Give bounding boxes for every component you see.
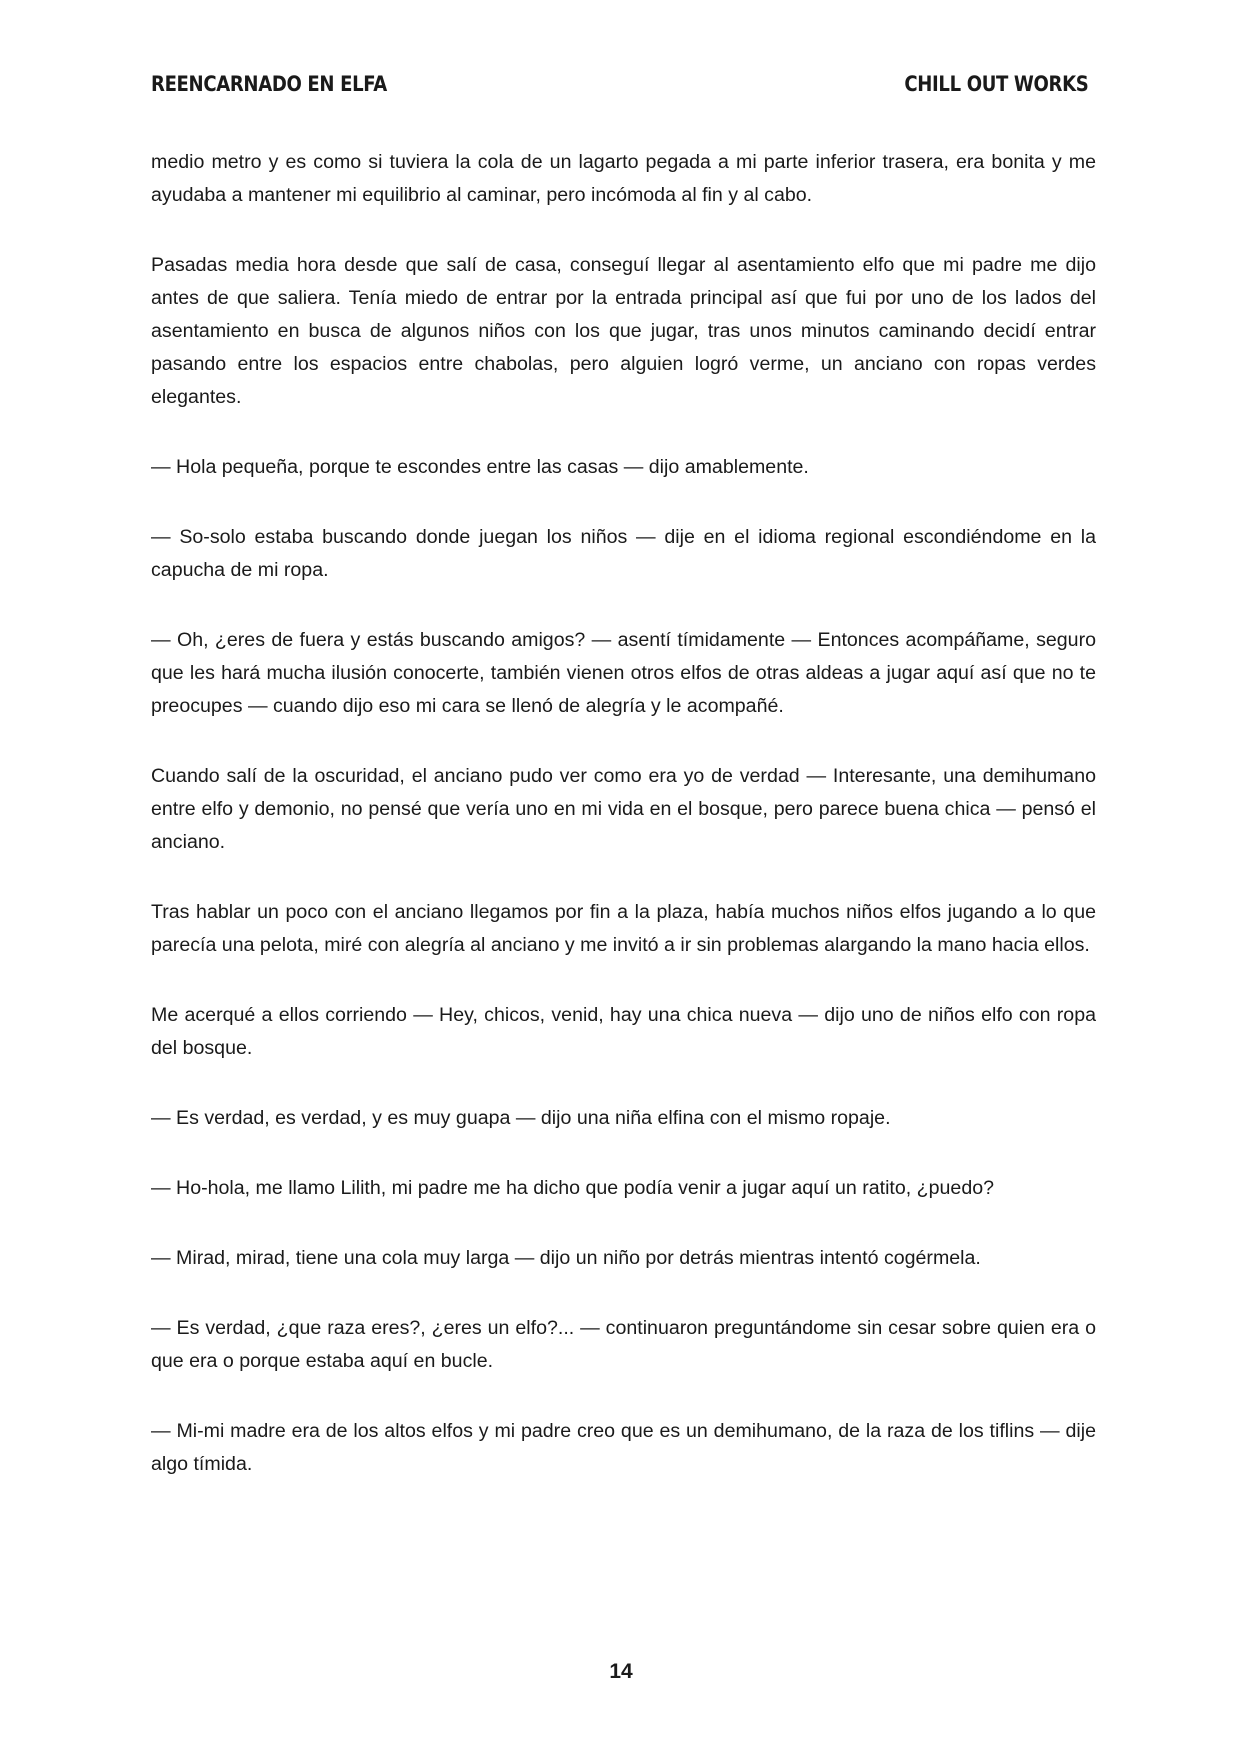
paragraph: Me acerqué a ellos corriendo — Hey, chicos, venid, hay una chica nueva — dijo uno de niños elfo con ropa del bosque. bbox=[151, 1004, 1096, 1059]
paragraph: Pasadas media hora desde que salí de casa, conseguí llegar al asentamiento elfo que mi padre me dijo antes de que saliera. Tenía miedo de entrar por la entrada principal así que fui por uno de los lados del asentamiento en busca de algunos niños con los que jugar, tras unos minutos caminando decidí entrar pasando entre los espacios entre chabolas, pero alguien logró verme, un anciano con ropas verdes elegantes. bbox=[151, 254, 1096, 408]
body-text bbox=[151, 146, 1096, 1518]
paragraph: — Ho-hola, me llamo Lilith, mi padre me ha dicho que podía venir a jugar aquí un ratito, ¿puedo? bbox=[151, 1177, 995, 1199]
paragraph: — Es verdad, es verdad, y es muy guapa — dijo una niña elfina con el mismo ropaje. bbox=[151, 1107, 891, 1129]
page-header bbox=[151, 72, 1088, 108]
publisher-name: CHILL OUT WORKS bbox=[904, 72, 1089, 96]
paragraph: — Oh, ¿eres de fuera y estás buscando amigos? — asentí tímidamente — Entonces acompáñame, seguro que les hará mucha ilusión conocerte, también vienen otros elfos de otras aldeas a jugar aquí así que no te preocupes — cuando dijo eso mi cara se llenó de alegría y le acompañé. bbox=[151, 629, 1096, 717]
paragraph: Cuando salí de la oscuridad, el anciano pudo ver como era yo de verdad — Interesante, una demihumano entre elfo y demonio, no pensé que vería uno en mi vida en el bosque, pero parece buena chica — pensó el anciano. bbox=[151, 765, 1096, 853]
paragraph: Tras hablar un poco con el anciano llegamos por fin a la plaza, había muchos niños elfos jugando a lo que parecía una pelota, miré con alegría al anciano y me invitó a ir sin problemas alargando la mano hacia ellos. bbox=[151, 901, 1096, 956]
paragraph: medio metro y es como si tuviera la cola de un lagarto pegada a mi parte inferior trasera, era bonita y me ayudaba a mantener mi equilibrio al caminar, pero incómoda al fin y al cabo. bbox=[151, 151, 1096, 206]
page-number: 14 bbox=[609, 1660, 633, 1683]
paragraph: — Hola pequeña, porque te escondes entre las casas — dijo amablemente. bbox=[151, 456, 809, 478]
paragraph: — Mi-mi madre era de los altos elfos y mi padre creo que es un demihumano, de la raza de los tiflins — dije algo tímida. bbox=[151, 1420, 1096, 1475]
paragraph: — Mirad, mirad, tiene una cola muy larga — dijo un niño por detrás mientras intentó cogérmela. bbox=[151, 1247, 981, 1269]
paragraph: — Es verdad, ¿que raza eres?, ¿eres un elfo?... — continuaron preguntándome sin cesar sobre quien era o que era o porque estaba aquí en bucle. bbox=[151, 1317, 1096, 1372]
paragraph: — So-solo estaba buscando donde juegan los niños — dije en el idioma regional escondiéndome en la capucha de mi ropa. bbox=[151, 526, 1096, 581]
book-title: REENCARNADO EN ELFA bbox=[151, 72, 387, 96]
